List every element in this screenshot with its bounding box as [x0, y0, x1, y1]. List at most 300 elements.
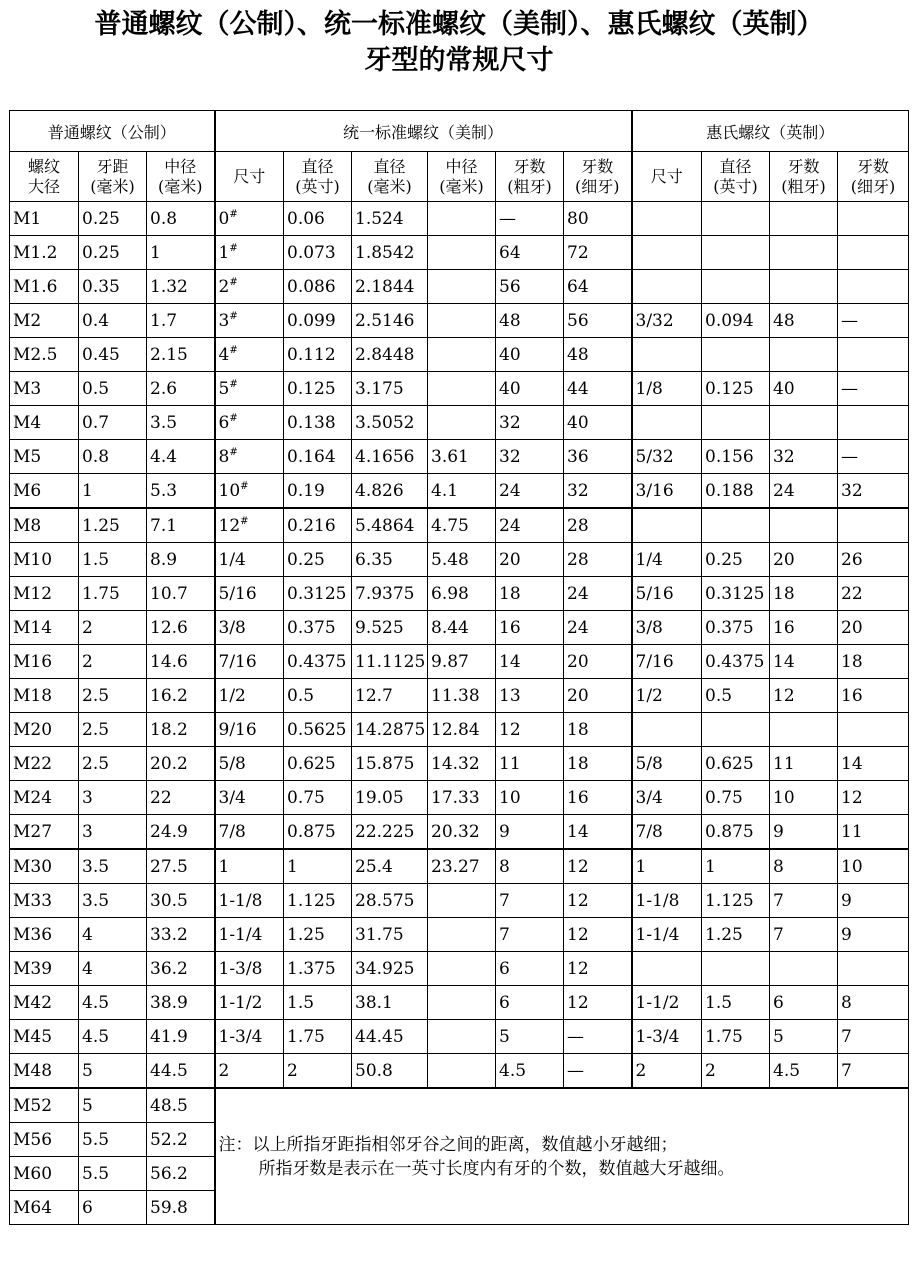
- table-cell: 12: [564, 849, 632, 884]
- table-cell: 9: [770, 815, 838, 850]
- table-cell: 12: [564, 884, 632, 918]
- table-cell: 2: [79, 611, 147, 645]
- table-cell: 20: [564, 645, 632, 679]
- table-cell: —: [496, 202, 564, 236]
- table-row: [10, 918, 909, 952]
- table-cell: [838, 406, 909, 440]
- table-cell: [428, 986, 496, 1020]
- table-cell: 14: [838, 747, 909, 781]
- table-row: [10, 781, 909, 815]
- table-cell: 0.164: [284, 440, 352, 474]
- column-header-line: (细牙): [575, 176, 620, 196]
- table-cell: M56: [10, 1123, 79, 1157]
- column-header-line: 尺寸: [233, 166, 266, 186]
- table-cell: 3.5052: [352, 406, 428, 440]
- table-cell: 5: [79, 1054, 147, 1089]
- table-cell: 40: [564, 406, 632, 440]
- table-row: [10, 986, 909, 1020]
- column-header: [215, 152, 284, 202]
- table-row: [10, 747, 909, 781]
- table-row: [10, 474, 909, 509]
- table-cell: 2.5: [79, 747, 147, 781]
- table-cell: 0.5625: [284, 713, 352, 747]
- table-cell: M20: [10, 713, 79, 747]
- column-header-line: 螺纹: [27, 156, 60, 176]
- table-cell: 2#: [215, 270, 284, 304]
- table-cell: [428, 406, 496, 440]
- table-cell: 0.875: [284, 815, 352, 850]
- table-cell: 38.1: [352, 986, 428, 1020]
- table-cell: 1: [79, 474, 147, 509]
- table-cell: 1.25: [79, 508, 147, 543]
- table-cell: 1#: [215, 236, 284, 270]
- table-cell: 1-1/2: [215, 986, 284, 1020]
- table-cell: [632, 713, 702, 747]
- table-cell: 4.4: [147, 440, 215, 474]
- table-cell: 8: [838, 986, 909, 1020]
- table-cell: 1.75: [702, 1020, 770, 1054]
- table-cell: M1.2: [10, 236, 79, 270]
- table-row: [10, 884, 909, 918]
- gauge-number-mark: #: [229, 242, 238, 254]
- table-cell: [770, 406, 838, 440]
- table-cell: —: [564, 1020, 632, 1054]
- table-cell: 23.27: [428, 849, 496, 884]
- table-cell: 48.5: [147, 1088, 215, 1123]
- table-cell: M1.6: [10, 270, 79, 304]
- table-cell: M4: [10, 406, 79, 440]
- table-cell: [770, 338, 838, 372]
- table-cell: 4.5: [496, 1054, 564, 1089]
- table-cell: 3: [79, 781, 147, 815]
- table-cell: 32: [838, 474, 909, 509]
- column-header-line: 直径: [301, 156, 334, 176]
- table-cell: 44.5: [147, 1054, 215, 1089]
- table-row: [10, 236, 909, 270]
- table-cell: 44.45: [352, 1020, 428, 1054]
- table-cell: 7.9375: [352, 577, 428, 611]
- table-cell: 59.8: [147, 1191, 215, 1225]
- table-cell: 10: [838, 849, 909, 884]
- table-cell: 48: [564, 338, 632, 372]
- table-cell: 7/16: [632, 645, 702, 679]
- table-cell: 14.2875: [352, 713, 428, 747]
- table-cell: [838, 952, 909, 986]
- column-header-line: 中径: [164, 156, 197, 176]
- table-cell: M64: [10, 1191, 79, 1225]
- table-cell: 11: [838, 815, 909, 850]
- table-cell: 8: [770, 849, 838, 884]
- table-cell: 1.375: [284, 952, 352, 986]
- table-cell: 16: [496, 611, 564, 645]
- table-cell: 20: [496, 543, 564, 577]
- table-cell: [702, 952, 770, 986]
- table-cell: 9.525: [352, 611, 428, 645]
- column-header: [702, 152, 770, 202]
- table-cell: 14: [564, 815, 632, 850]
- table-cell: 0.25: [79, 236, 147, 270]
- table-cell: 7: [770, 918, 838, 952]
- table-cell: M2.5: [10, 338, 79, 372]
- table-cell: 1/2: [215, 679, 284, 713]
- table-cell: 7/8: [632, 815, 702, 850]
- table-cell: 1-1/8: [215, 884, 284, 918]
- table-cell: 1.5: [284, 986, 352, 1020]
- column-header-line: (英寸): [713, 176, 758, 196]
- table-cell: 1/2: [632, 679, 702, 713]
- table-cell: 24: [564, 611, 632, 645]
- gauge-number-mark: #: [240, 515, 249, 527]
- table-cell: 11: [496, 747, 564, 781]
- table-cell: 0.19: [284, 474, 352, 509]
- table-cell: 12: [564, 918, 632, 952]
- column-header-line: (毫米): [367, 176, 412, 196]
- table-cell: 4: [79, 918, 147, 952]
- table-cell: [428, 884, 496, 918]
- table-cell: 24.9: [147, 815, 215, 850]
- table-cell: 4#: [215, 338, 284, 372]
- table-cell: 16: [564, 781, 632, 815]
- table-cell: 0.625: [702, 747, 770, 781]
- table-cell: 0.5: [79, 372, 147, 406]
- table-cell: 3/4: [632, 781, 702, 815]
- table-cell: 1/4: [632, 543, 702, 577]
- table-cell: 32: [564, 474, 632, 509]
- table-cell: 18: [496, 577, 564, 611]
- table-cell: 7/16: [215, 645, 284, 679]
- table-cell: M8: [10, 508, 79, 543]
- table-cell: 5/16: [632, 577, 702, 611]
- table-cell: [428, 1020, 496, 1054]
- table-cell: 1.75: [284, 1020, 352, 1054]
- table-cell: 6: [496, 952, 564, 986]
- table-cell: 1: [284, 849, 352, 884]
- table-cell: 22: [838, 577, 909, 611]
- table-cell: 40: [496, 372, 564, 406]
- table-cell: [838, 338, 909, 372]
- table-cell: 12.6: [147, 611, 215, 645]
- table-cell: 30.5: [147, 884, 215, 918]
- table-cell: 0.7: [79, 406, 147, 440]
- table-cell: 6.35: [352, 543, 428, 577]
- table-cell: 3/16: [632, 474, 702, 509]
- gauge-number-mark: #: [229, 208, 238, 220]
- table-cell: [770, 508, 838, 543]
- page-title: 普通螺纹（公制）、统一标准螺纹（美制）、惠氏螺纹（英制）: [94, 9, 824, 40]
- table-cell: [632, 952, 702, 986]
- table-cell: 3.5: [79, 884, 147, 918]
- table-cell: 1.25: [702, 918, 770, 952]
- table-cell: 56.2: [147, 1157, 215, 1191]
- table-cell: 0.099: [284, 304, 352, 338]
- table-cell: 0.5: [284, 679, 352, 713]
- table-cell: 0.3125: [702, 577, 770, 611]
- table-cell: [632, 202, 702, 236]
- table-cell: 1.25: [284, 918, 352, 952]
- table-cell: 0.073: [284, 236, 352, 270]
- table-cell: 0.45: [79, 338, 147, 372]
- table-cell: [428, 270, 496, 304]
- table-cell: 1-1/4: [632, 918, 702, 952]
- table-row: [10, 508, 909, 543]
- thread-size-table: [9, 110, 909, 1225]
- table-cell: 1: [632, 849, 702, 884]
- group-header-metric: 普通螺纹（公制）: [10, 111, 215, 152]
- table-cell: 1-3/4: [632, 1020, 702, 1054]
- table-cell: 7: [496, 918, 564, 952]
- column-header: [284, 152, 352, 202]
- table-cell: M2: [10, 304, 79, 338]
- table-cell: [770, 270, 838, 304]
- column-header-line: 牙数: [857, 156, 890, 176]
- table-cell: 2.1844: [352, 270, 428, 304]
- table-cell: 40: [770, 372, 838, 406]
- table-cell: 20: [770, 543, 838, 577]
- table-cell: 9.87: [428, 645, 496, 679]
- table-cell: 5/8: [632, 747, 702, 781]
- table-row: [10, 577, 909, 611]
- table-row: [10, 713, 909, 747]
- table-cell: 3/8: [632, 611, 702, 645]
- table-row: [10, 815, 909, 850]
- table-cell: 10#: [215, 474, 284, 509]
- table-cell: 5#: [215, 372, 284, 406]
- table-cell: 7: [838, 1020, 909, 1054]
- table-cell: [838, 236, 909, 270]
- table-cell: 0.3125: [284, 577, 352, 611]
- table-cell: M39: [10, 952, 79, 986]
- table-cell: 0.125: [702, 372, 770, 406]
- table-cell: 5.5: [79, 1157, 147, 1191]
- table-cell: 0.75: [284, 781, 352, 815]
- table-cell: 1/4: [215, 543, 284, 577]
- table-cell: 0.35: [79, 270, 147, 304]
- table-cell: 12: [496, 713, 564, 747]
- table-cell: 27.5: [147, 849, 215, 884]
- table-cell: 5/16: [215, 577, 284, 611]
- table-cell: 12.7: [352, 679, 428, 713]
- table-cell: [428, 918, 496, 952]
- footnote: [215, 1088, 909, 1225]
- table-cell: 0.4375: [702, 645, 770, 679]
- table-cell: 4.5: [770, 1054, 838, 1089]
- table-cell: 31.75: [352, 918, 428, 952]
- table-cell: 6.98: [428, 577, 496, 611]
- table-cell: 5.5: [79, 1123, 147, 1157]
- table-cell: M48: [10, 1054, 79, 1089]
- table-cell: 12: [838, 781, 909, 815]
- table-cell: 12: [564, 952, 632, 986]
- table-cell: 0.625: [284, 747, 352, 781]
- table-cell: 0.25: [284, 543, 352, 577]
- table-cell: 2: [79, 645, 147, 679]
- table-cell: [770, 202, 838, 236]
- table-cell: 1/8: [632, 372, 702, 406]
- table-cell: 4.1656: [352, 440, 428, 474]
- table-cell: 0.156: [702, 440, 770, 474]
- table-cell: M52: [10, 1088, 79, 1123]
- table-row: [10, 1054, 909, 1089]
- table-cell: [428, 372, 496, 406]
- table-cell: 16: [770, 611, 838, 645]
- table-row: [10, 440, 909, 474]
- table-cell: [632, 270, 702, 304]
- table-row: [10, 952, 909, 986]
- table-cell: 48: [496, 304, 564, 338]
- table-cell: 9: [838, 884, 909, 918]
- table-cell: 20: [838, 611, 909, 645]
- table-row: [10, 304, 909, 338]
- table-cell: —: [838, 440, 909, 474]
- table-cell: 15.875: [352, 747, 428, 781]
- table-cell: 2.5146: [352, 304, 428, 338]
- table-cell: [428, 1054, 496, 1089]
- table-cell: [702, 202, 770, 236]
- gauge-number-mark: #: [229, 276, 238, 288]
- table-cell: 1-1/4: [215, 918, 284, 952]
- table-cell: 32: [770, 440, 838, 474]
- table-cell: 2.8448: [352, 338, 428, 372]
- table-cell: 52.2: [147, 1123, 215, 1157]
- table-cell: 7/8: [215, 815, 284, 850]
- table-cell: 7: [496, 884, 564, 918]
- column-header-line: 中径: [445, 156, 478, 176]
- table-cell: 3.61: [428, 440, 496, 474]
- table-cell: —: [838, 304, 909, 338]
- table-cell: 4.1: [428, 474, 496, 509]
- table-cell: M12: [10, 577, 79, 611]
- table-cell: 34.925: [352, 952, 428, 986]
- column-header-line: (粗牙): [507, 176, 552, 196]
- table-cell: 0.8: [147, 202, 215, 236]
- table-cell: 1.8542: [352, 236, 428, 270]
- table-row: [10, 543, 909, 577]
- table-cell: 2: [702, 1054, 770, 1089]
- table-cell: 48: [770, 304, 838, 338]
- table-cell: 1.5: [702, 986, 770, 1020]
- table-cell: 4.5: [79, 986, 147, 1020]
- table-row: [10, 679, 909, 713]
- table-cell: 28: [564, 543, 632, 577]
- column-header: [496, 152, 564, 202]
- table-cell: 33.2: [147, 918, 215, 952]
- table-cell: 0#: [215, 202, 284, 236]
- table-cell: 22.225: [352, 815, 428, 850]
- table-cell: 13: [496, 679, 564, 713]
- table-cell: M33: [10, 884, 79, 918]
- table-cell: 0.216: [284, 508, 352, 543]
- table-cell: 80: [564, 202, 632, 236]
- table-cell: 24: [770, 474, 838, 509]
- table-cell: 2.6: [147, 372, 215, 406]
- table-cell: 6: [79, 1191, 147, 1225]
- table-cell: 28.575: [352, 884, 428, 918]
- table-cell: [428, 202, 496, 236]
- table-cell: 25.4: [352, 849, 428, 884]
- column-header-line: (英寸): [295, 176, 340, 196]
- table-cell: 0.375: [284, 611, 352, 645]
- table-cell: 5.3: [147, 474, 215, 509]
- table-cell: M45: [10, 1020, 79, 1054]
- table-cell: 10: [496, 781, 564, 815]
- table-cell: 12#: [215, 508, 284, 543]
- table-cell: 24: [496, 474, 564, 509]
- group-header-unified: 统一标准螺纹（美制）: [215, 111, 632, 152]
- table-cell: 16.2: [147, 679, 215, 713]
- table-cell: 50.8: [352, 1054, 428, 1089]
- table-cell: 24: [496, 508, 564, 543]
- table-cell: 5: [79, 1088, 147, 1123]
- table-cell: 3: [79, 815, 147, 850]
- table-cell: 11.1125: [352, 645, 428, 679]
- table-cell: 36.2: [147, 952, 215, 986]
- table-cell: [702, 236, 770, 270]
- column-header: [428, 152, 496, 202]
- table-cell: 4.826: [352, 474, 428, 509]
- table-cell: 8.44: [428, 611, 496, 645]
- table-cell: 0.188: [702, 474, 770, 509]
- column-header: [79, 152, 147, 202]
- table-cell: 10: [770, 781, 838, 815]
- page-subtitle: 牙型的常规尺寸: [364, 45, 554, 76]
- table-cell: 41.9: [147, 1020, 215, 1054]
- table-cell: 19.05: [352, 781, 428, 815]
- column-header: [838, 152, 909, 202]
- table-cell: 36: [564, 440, 632, 474]
- table-cell: 1.125: [284, 884, 352, 918]
- table-cell: 9: [838, 918, 909, 952]
- table-row: [10, 202, 909, 236]
- table-cell: M60: [10, 1157, 79, 1191]
- table-cell: 3#: [215, 304, 284, 338]
- column-header: [147, 152, 215, 202]
- gauge-number-mark: #: [240, 480, 249, 492]
- column-header-line: 牙数: [513, 156, 546, 176]
- column-header-line: 牙距: [96, 156, 129, 176]
- table-cell: M24: [10, 781, 79, 815]
- table-cell: 5.4864: [352, 508, 428, 543]
- table-cell: [770, 713, 838, 747]
- table-cell: 4: [79, 952, 147, 986]
- table-cell: M10: [10, 543, 79, 577]
- table-row: [10, 1088, 909, 1123]
- table-cell: 20.32: [428, 815, 496, 850]
- table-row: [10, 270, 909, 304]
- table-cell: 1.524: [352, 202, 428, 236]
- table-cell: [702, 713, 770, 747]
- table-cell: 10.7: [147, 577, 215, 611]
- table-cell: 16: [838, 679, 909, 713]
- table-cell: 22: [147, 781, 215, 815]
- table-cell: [838, 202, 909, 236]
- table-cell: 28: [564, 508, 632, 543]
- table-cell: M3: [10, 372, 79, 406]
- table-cell: 1-3/8: [215, 952, 284, 986]
- table-cell: [770, 952, 838, 986]
- table-cell: 14: [496, 645, 564, 679]
- table-cell: [428, 338, 496, 372]
- table-cell: 44: [564, 372, 632, 406]
- column-header: [564, 152, 632, 202]
- table-cell: 1-3/4: [215, 1020, 284, 1054]
- table-cell: 11.38: [428, 679, 496, 713]
- column-header-line: (粗牙): [781, 176, 826, 196]
- table-cell: 0.75: [702, 781, 770, 815]
- table-cell: 0.5: [702, 679, 770, 713]
- table-cell: 2.5: [79, 679, 147, 713]
- table-cell: [838, 508, 909, 543]
- table-cell: [702, 406, 770, 440]
